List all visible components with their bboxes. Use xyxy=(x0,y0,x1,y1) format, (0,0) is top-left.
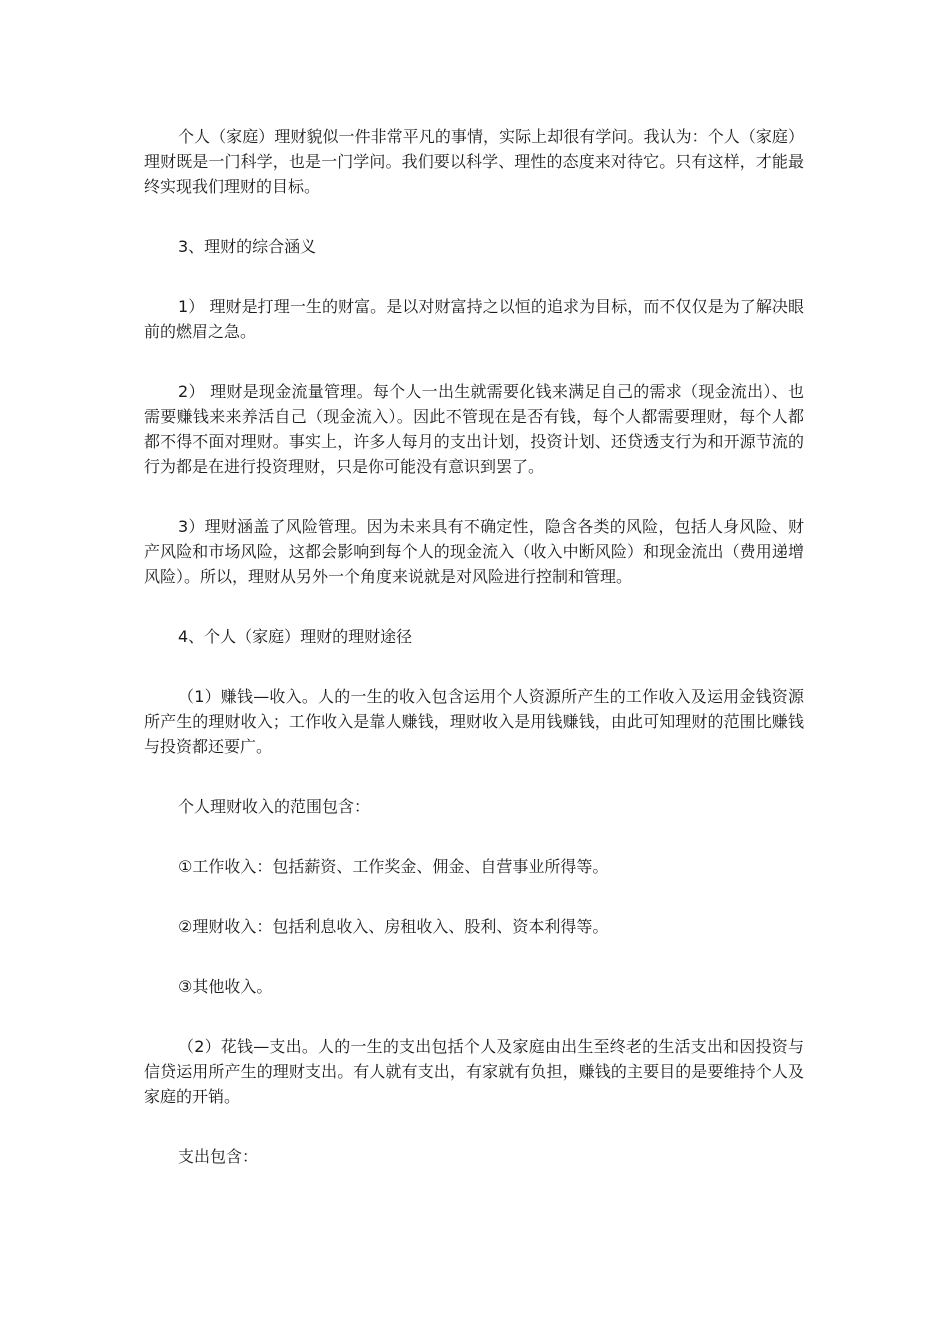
paragraph-point-1: 1） 理财是打理一生的财富。是以对财富持之以恒的追求为目标，而不仅仅是为了解决眼前的燃眉之急。 xyxy=(144,297,804,341)
income-scope-label: 个人理财收入的范围包含： xyxy=(178,797,371,816)
paragraph-expense: （2）花钱—支出。人的一生的支出包括个人及家庭由出生至终老的生活支出和因投资与信贷运用所产生的理财支出。有人就有支出，有家就有负担，赚钱的主要目的是要维持个人及家庭的开销。 xyxy=(144,1037,804,1106)
document-page xyxy=(144,124,804,1169)
paragraph-point-2: 2） 理财是现金流量管理。每个人一出生就需要化钱来满足自己的需求（现金流出）、也需要赚钱来来养活自己（现金流入）。因此不管现在是否有钱，每个人都需要理财，每个人都都不得不面对理财。事实上，许多人每月的支出计划，投资计划、还贷透支行为和开源节流的行为都是在进行投资理财，只是你可能没有意识到罢了。 xyxy=(144,382,804,476)
section-heading-3: 3、理财的综合涵义 xyxy=(178,237,317,256)
paragraph-income: （1）赚钱—收入。人的一生的收入包含运用个人资源所产生的工作收入及运用金钱资源所产生的理财收入；工作收入是靠人赚钱，理财收入是用钱赚钱，由此可知理财的范围比赚钱与投资都还要广。 xyxy=(144,687,804,756)
intro-paragraph: 个人（家庭）理财貌似一件非常平凡的事情，实际上却很有学问。我认为：个人（家庭）理财既是一门科学，也是一门学问。我们要以科学、理性的态度来对待它。只有这样，才能最终实现我们理财的目标。 xyxy=(144,127,804,196)
income-item-work: ①工作收入：包括薪资、工作奖金、佣金、自营事业所得等。 xyxy=(178,857,609,876)
income-item-other: ③其他收入。 xyxy=(178,977,273,996)
expense-label: 支出包含： xyxy=(178,1147,259,1166)
income-item-finance: ②理财收入：包括利息收入、房租收入、股利、资本利得等。 xyxy=(178,917,609,936)
section-heading-4: 4、个人（家庭）理财的理财途径 xyxy=(178,627,413,646)
paragraph-point-3: 3）理财涵盖了风险管理。因为未来具有不确定性，隐含各类的风险，包括人身风险、财产风险和市场风险，这都会影响到每个人的现金流入（收入中断风险）和现金流出（费用递增风险）。所以，理财从另外一个角度来说就是对风险进行控制和管理。 xyxy=(144,517,804,586)
